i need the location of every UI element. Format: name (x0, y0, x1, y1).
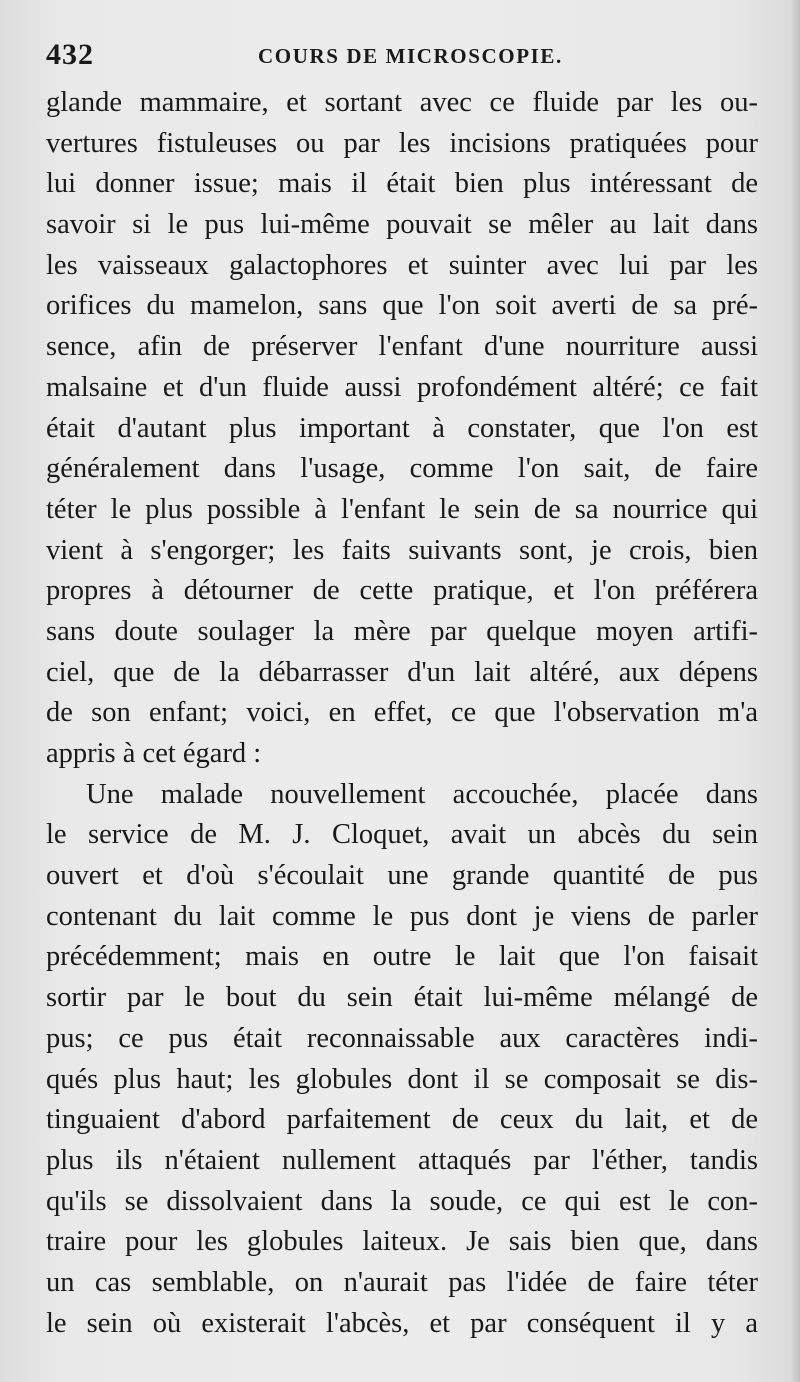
text-line: contenant du lait comme le pus dont je viens de parler (46, 900, 758, 932)
text-line: de son enfant; voici, en effet, ce que l'observation m'a (46, 697, 758, 729)
text-line: était d'autant plus important à constater, que l'on est (46, 412, 758, 444)
paragraph-end-line: appris à cet égard : (46, 738, 262, 769)
text-line: tinguaient d'abord parfaitement de ceux du lait, et de (46, 1104, 758, 1136)
text-line: sans doute soulager la mère par quelque moyen artifi- (46, 615, 758, 647)
text-line: un cas semblable, on n'aurait pas l'idée de faire téter (46, 1266, 758, 1298)
text-line: vient à s'engorger; les faits suivants sont, je crois, bien (46, 534, 758, 566)
text-line: propres à détourner de cette pratique, et l'on préférera (46, 575, 758, 607)
running-head: COURS DE MICROSCOPIE. (258, 44, 563, 68)
text-line: qués plus haut; les globules dont il se composait se dis- (46, 1063, 758, 1095)
text-line: sortir par le bout du sein était lui-même mélangé de (46, 982, 758, 1014)
text-line: ouvert et d'où s'écoulait une grande quantité de pus (46, 860, 758, 892)
text-line: précédemment; mais en outre le lait que l'on faisait (46, 941, 758, 973)
text-line: pus; ce pus était reconnaissable aux caractères indi- (46, 1022, 758, 1054)
text-line: le sein où existerait l'abcès, et par conséquent il y a (46, 1307, 758, 1339)
body-text (46, 83, 758, 1344)
text-line: le service de M. J. Cloquet, avait un abcès du sein (46, 819, 758, 851)
text-line: lui donner issue; mais il était bien plus intéressant de (46, 168, 758, 200)
text-line: sence, afin de préserver l'enfant d'une nourriture aussi (46, 331, 758, 363)
page-number: 432 (46, 38, 94, 71)
text-line: généralement dans l'usage, comme l'on sait, de faire (46, 453, 758, 485)
text-line: qu'ils se dissolvaient dans la soude, ce qui est le con- (46, 1185, 758, 1217)
page-header (46, 38, 758, 78)
text-line: glande mammaire, et sortant avec ce fluide par les ou- (46, 87, 758, 118)
text-line: orifices du mamelon, sans que l'on soit averti de sa pré- (46, 290, 758, 322)
text-line: ciel, que de la débarrasser d'un lait altéré, aux dépens (46, 656, 758, 688)
text-line: téter le plus possible à l'enfant le sein de sa nourrice qui (46, 493, 758, 525)
text-line: vertures fistuleuses ou par les incisions pratiquées pour (46, 127, 758, 159)
text-line: plus ils n'étaient nullement attaqués par l'éther, tandis (46, 1144, 758, 1176)
page-edge-shadow (790, 0, 800, 1382)
text-line: les vaisseaux galactophores et suinter avec lui par les (46, 249, 758, 281)
text-line: traire pour les globules laiteux. Je sais bien que, dans (46, 1226, 758, 1258)
text-line: malsaine et d'un fluide aussi profondément altéré; ce fait (46, 371, 758, 403)
paragraph-start-line: Une malade nouvellement accouchée, placée dans (86, 778, 758, 810)
text-line: savoir si le pus lui-même pouvait se mêler au lait dans (46, 209, 758, 241)
